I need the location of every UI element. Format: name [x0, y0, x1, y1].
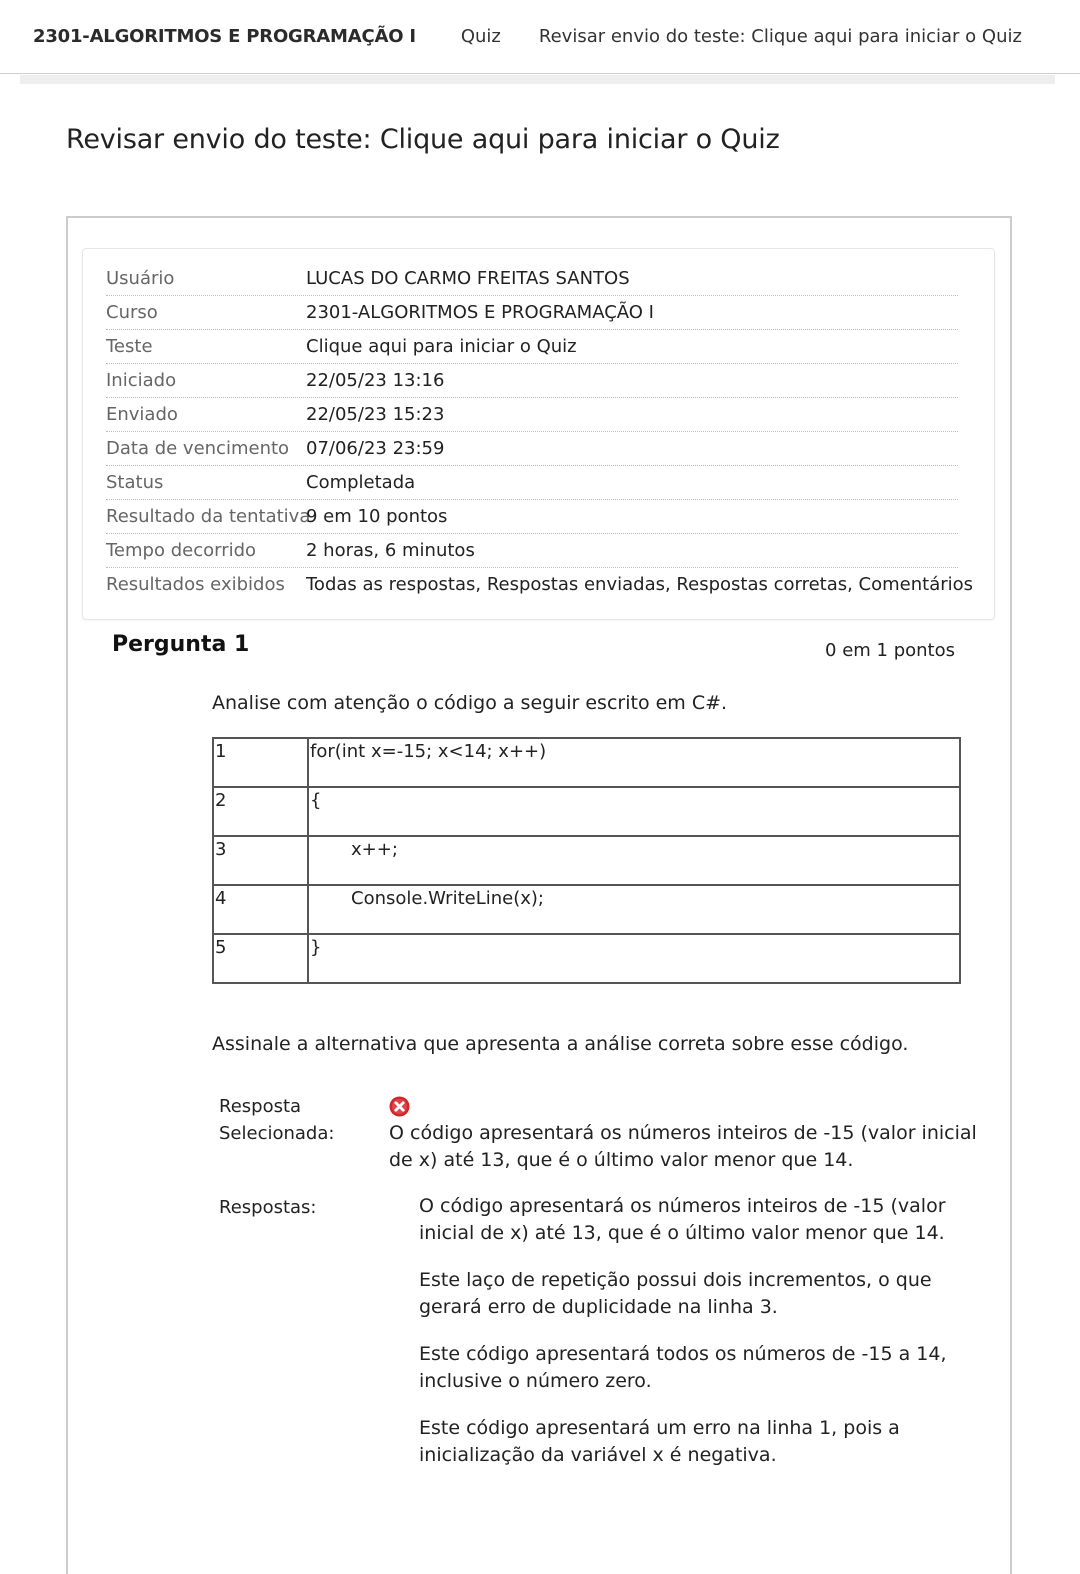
info-row-results-shown — [106, 568, 974, 602]
info-value: 9 em 10 pontos — [306, 506, 448, 527]
info-value: 22/05/23 15:23 — [306, 404, 445, 425]
code-line: } — [308, 934, 960, 983]
info-label: Usuário — [106, 268, 175, 289]
question-points: 0 em 1 pontos — [825, 640, 955, 661]
code-line: for(int x=-15; x<14; x++) — [308, 738, 960, 787]
line-number: 3 — [213, 836, 308, 885]
code-row — [213, 885, 960, 934]
info-label: Enviado — [106, 404, 178, 425]
question-title: Pergunta 1 — [112, 632, 250, 657]
info-value: LUCAS DO CARMO FREITAS SANTOS — [306, 268, 630, 289]
info-row-elapsed-time — [106, 534, 958, 568]
answers-label: Respostas: — [219, 1197, 317, 1218]
info-row-submitted — [106, 398, 958, 432]
code-line: Console.WriteLine(x); — [308, 885, 960, 934]
code-table — [212, 737, 961, 984]
info-label: Teste — [106, 336, 153, 357]
answer-option: Este código apresentará um erro na linha 1, pois a inicialização da variável x é negativa. — [419, 1417, 900, 1466]
code-row — [213, 934, 960, 983]
info-label: Iniciado — [106, 370, 177, 391]
selected-answer-label — [219, 1093, 334, 1147]
line-number: 1 — [213, 738, 308, 787]
breadcrumb — [0, 0, 1080, 74]
info-value: 07/06/23 23:59 — [306, 438, 445, 459]
selected-answer-label-line2: Selecionada: — [219, 1123, 335, 1144]
breadcrumb-current: Revisar envio do teste: Clique aqui para iniciar o Quiz — [538, 26, 1022, 47]
code-row — [213, 836, 960, 885]
code-line: { — [308, 787, 960, 836]
info-row-course — [106, 296, 958, 330]
info-label: Data de vencimento — [106, 438, 290, 459]
info-row-attempt-result — [106, 500, 958, 534]
info-row-started — [106, 364, 958, 398]
info-value: 22/05/23 13:16 — [306, 370, 445, 391]
wrong-x-icon — [389, 1096, 410, 1117]
info-label: Status — [106, 472, 164, 493]
selected-answer-label-line1: Resposta — [219, 1096, 302, 1117]
attempt-info-box — [82, 248, 995, 620]
info-label: Resultados exibidos — [106, 574, 285, 595]
line-number: 4 — [213, 885, 308, 934]
breadcrumb-quiz-link[interactable]: Quiz — [460, 26, 501, 47]
selected-answer-text: O código apresentará os números inteiros de -15 (valor inicial de x) até 13, que é o último valor menor que 14. — [389, 1122, 977, 1171]
code-row — [213, 738, 960, 787]
info-label: Tempo decorrido — [106, 540, 257, 561]
code-row — [213, 787, 960, 836]
info-value: Todas as respostas, Respostas enviadas, Respostas corretas, Comentários — [306, 574, 974, 595]
code-line: x++; — [308, 836, 960, 885]
info-value: Clique aqui para iniciar o Quiz — [306, 336, 577, 357]
answer-option: Este código apresentará todos os números de -15 a 14, inclusive o número zero. — [419, 1343, 947, 1392]
info-value: 2 horas, 6 minutos — [306, 540, 475, 561]
question-intro: Analise com atenção o código a seguir escrito em C#. — [212, 692, 728, 714]
question-prompt: Assinale a alternativa que apresenta a análise correta sobre esse código. — [212, 1033, 909, 1055]
line-number: 2 — [213, 787, 308, 836]
info-value: 2301-ALGORITMOS E PROGRAMAÇÃO I — [306, 302, 654, 323]
answer-option: O código apresentará os números inteiros de -15 (valor inicial de x) até 13, que é o último valor menor que 14. — [419, 1195, 946, 1244]
line-number: 5 — [213, 934, 308, 983]
page-title: Revisar envio do teste: Clique aqui para iniciar o Quiz — [66, 124, 780, 155]
info-row-status — [106, 466, 958, 500]
info-row-test — [106, 330, 958, 364]
info-label: Curso — [106, 302, 158, 323]
breadcrumb-course-link[interactable]: 2301-ALGORITMOS E PROGRAMAÇÃO I — [33, 26, 416, 47]
info-value: Completada — [306, 472, 416, 493]
info-label: Resultado da tentativa — [106, 506, 311, 527]
info-row-user — [106, 262, 958, 296]
header-divider-strip — [20, 75, 1055, 84]
info-row-due-date — [106, 432, 958, 466]
answer-option: Este laço de repetição possui dois incrementos, o que gerará erro de duplicidade na linha 3. — [419, 1269, 932, 1318]
